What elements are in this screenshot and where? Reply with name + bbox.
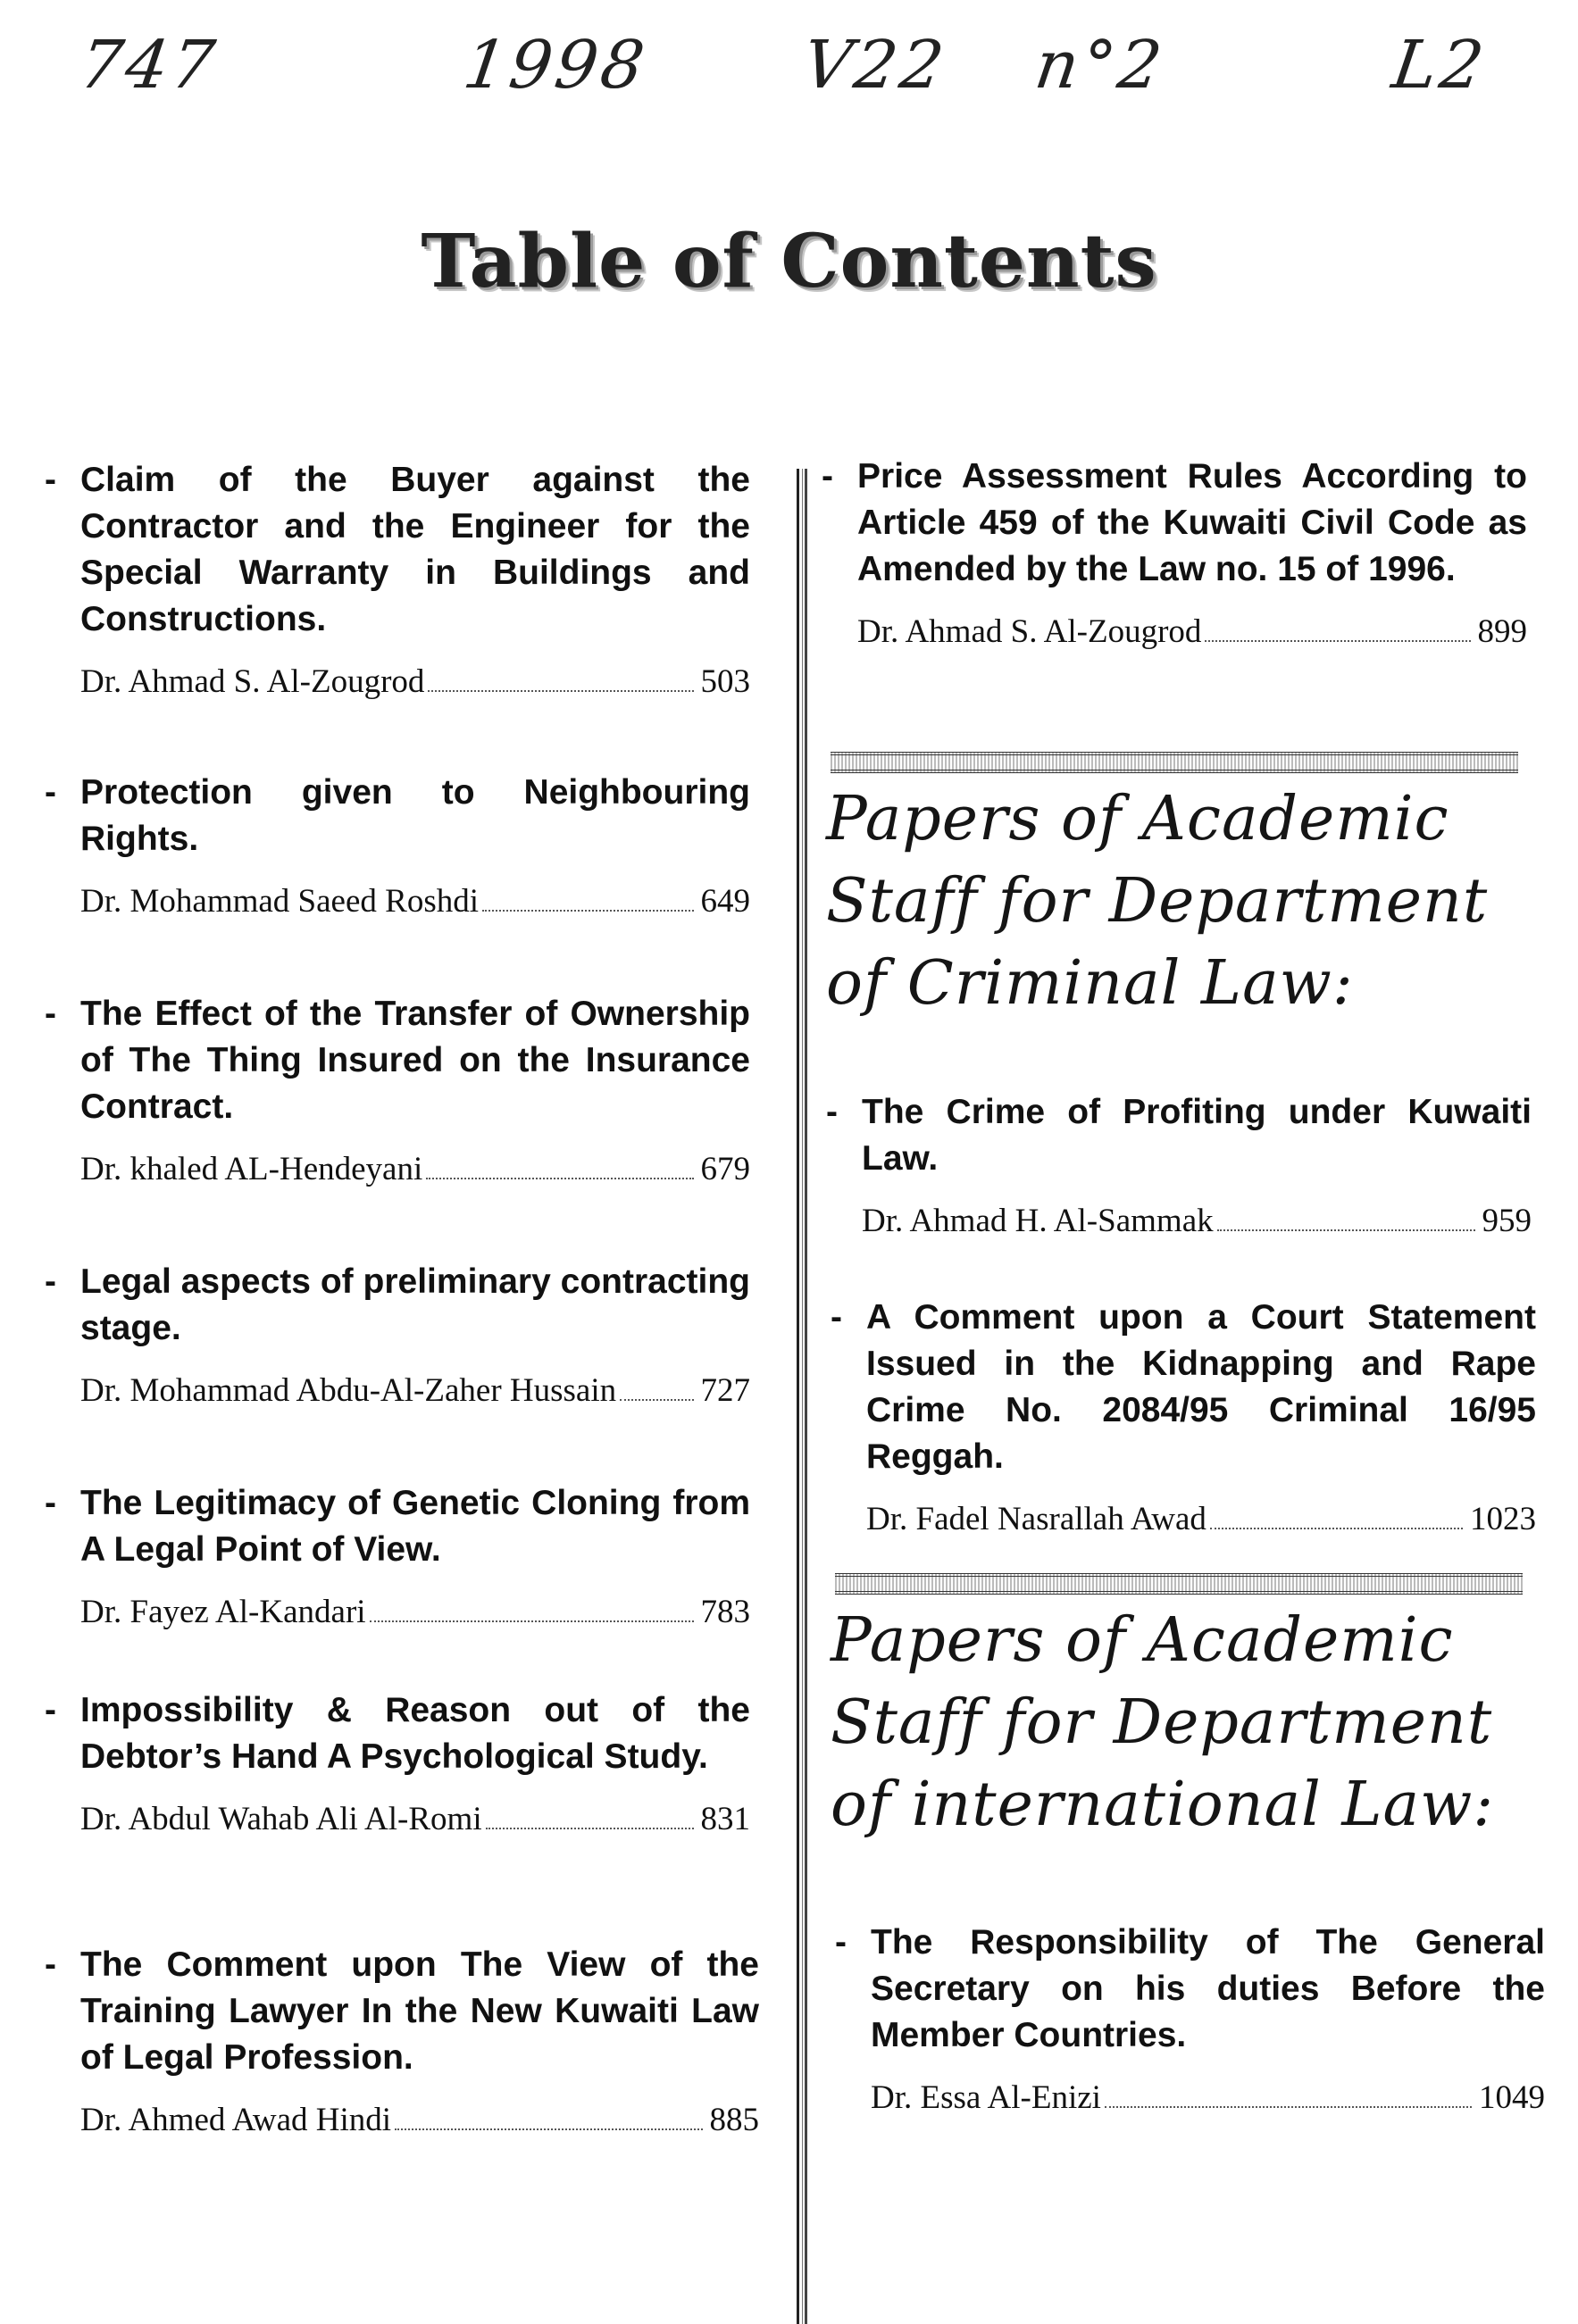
entry-author-line	[45, 1800, 750, 1838]
toc-entry[interactable]	[45, 1259, 750, 1410]
entry-title: - The Effect of the Transfer of Ownership of The Thing Insured on the Insurance Contract.	[45, 991, 750, 1130]
handwritten-note-volume: V22	[797, 27, 952, 104]
entry-title: - Claim of the Buyer against the Contractor and the Engineer for the Special Warranty in Buildings and Constructions.	[45, 457, 750, 643]
section-heading-criminal-law: Papers of Academic Staff for Department of Criminal Law:	[826, 784, 1489, 1019]
entry-title: - Price Assessment Rules According to Article 459 of the Kuwaiti Civil Code as Amended by the Law no. 15 of 1996.	[822, 454, 1527, 593]
entry-author-line	[822, 612, 1527, 651]
entry-author-line	[831, 1500, 1536, 1538]
handwritten-note-year: 1998	[458, 27, 653, 104]
page-title: Table of Contents	[421, 218, 1157, 304]
entry-page-number: 1049	[1479, 2079, 1545, 2116]
entry-author: Dr. khaled AL-Hendeyani	[80, 1151, 423, 1187]
entry-author: Dr. Ahmad H. Al-Sammak	[862, 1203, 1214, 1239]
toc-entry[interactable]	[45, 991, 750, 1188]
dot-leader	[1210, 1528, 1463, 1529]
dot-leader	[428, 690, 693, 692]
entry-author-line	[45, 662, 750, 701]
toc-entry[interactable]	[45, 1687, 750, 1838]
entry-title: - Protection given to Neighbouring Rights.	[45, 770, 750, 862]
entry-page-number: 959	[1482, 1203, 1532, 1239]
entry-author-line	[45, 1150, 750, 1188]
entry-author: Dr. Fadel Nasrallah Awad	[866, 1501, 1206, 1537]
entry-author-line	[45, 882, 750, 920]
handwritten-note-shelf: L2	[1387, 27, 1492, 104]
section-heading-international-law: Papers of Academic Staff for Department of international Law:	[831, 1605, 1495, 1840]
dot-leader	[482, 910, 693, 912]
toc-entry[interactable]	[831, 1295, 1536, 1538]
dot-leader	[486, 1828, 694, 1829]
dot-leader	[1105, 2106, 1472, 2108]
entry-author: Dr. Ahmad S. Al-Zougrod	[80, 663, 425, 700]
dot-leader	[370, 1620, 694, 1622]
entry-page-number: 649	[700, 883, 750, 920]
entry-title: - Impossibility & Reason out of the Debtor’s Hand A Psychological Study.	[45, 1687, 750, 1780]
column-divider	[797, 469, 807, 2324]
entry-author-line	[835, 2078, 1545, 2117]
entry-author-line	[45, 1593, 750, 1631]
handwritten-note-volume-code: 747	[74, 27, 223, 104]
handwritten-note-issue: n°2	[1030, 27, 1170, 104]
entry-title: - The Responsibility of The General Secretary on his duties Before the Member Countries.	[835, 1920, 1545, 2059]
entry-page-number: 1023	[1470, 1501, 1536, 1537]
entry-author-line	[826, 1202, 1532, 1240]
entry-author: Dr. Essa Al-Enizi	[871, 2079, 1101, 2116]
dot-leader	[620, 1399, 693, 1401]
toc-entry[interactable]	[45, 770, 750, 920]
entry-author-line	[45, 2101, 759, 2139]
entry-author: Dr. Ahmed Awad Hindi	[80, 2102, 392, 2138]
dot-leader	[426, 1178, 693, 1179]
entry-page-number: 503	[700, 663, 750, 700]
section-divider-rule	[835, 1573, 1523, 1595]
toc-entry[interactable]	[822, 454, 1527, 651]
dot-leader	[395, 2128, 702, 2130]
dot-leader	[1205, 640, 1470, 642]
entry-title: - The Legitimacy of Genetic Cloning from A Legal Point of View.	[45, 1480, 750, 1573]
entry-author-line	[45, 1371, 750, 1410]
entry-author: Dr. Abdul Wahab Ali Al-Romi	[80, 1801, 482, 1837]
toc-entry[interactable]	[45, 457, 750, 701]
entry-author: Dr. Mohammad Abdu-Al-Zaher Hussain	[80, 1372, 617, 1409]
entry-author: Dr. Ahmad S. Al-Zougrod	[857, 613, 1202, 650]
entry-page-number: 783	[700, 1594, 750, 1630]
entry-title: - The Crime of Profiting under Kuwaiti Law.	[826, 1089, 1532, 1182]
entry-page-number: 679	[700, 1151, 750, 1187]
dot-leader	[1217, 1229, 1475, 1231]
entry-title: - Legal aspects of preliminary contracting stage.	[45, 1259, 750, 1352]
section-divider-rule	[831, 752, 1518, 773]
entry-title: - The Comment upon The View of the Training Lawyer In the New Kuwaiti Law of Legal Profession.	[45, 1942, 759, 2081]
entry-page-number: 885	[709, 2102, 759, 2138]
entry-page-number: 727	[700, 1372, 750, 1409]
entry-author: Dr. Mohammad Saeed Roshdi	[80, 883, 480, 920]
entry-page-number: 831	[700, 1801, 750, 1837]
toc-entry[interactable]	[835, 1920, 1545, 2117]
toc-entry[interactable]	[826, 1089, 1532, 1240]
toc-entry[interactable]	[45, 1942, 759, 2139]
entry-page-number: 899	[1477, 613, 1527, 650]
toc-entry[interactable]	[45, 1480, 750, 1631]
entry-author: Dr. Fayez Al-Kandari	[80, 1594, 366, 1630]
entry-title: - A Comment upon a Court Statement Issued in the Kidnapping and Rape Crime No. 2084/95 Criminal 16/95 Reggah.	[831, 1295, 1536, 1480]
